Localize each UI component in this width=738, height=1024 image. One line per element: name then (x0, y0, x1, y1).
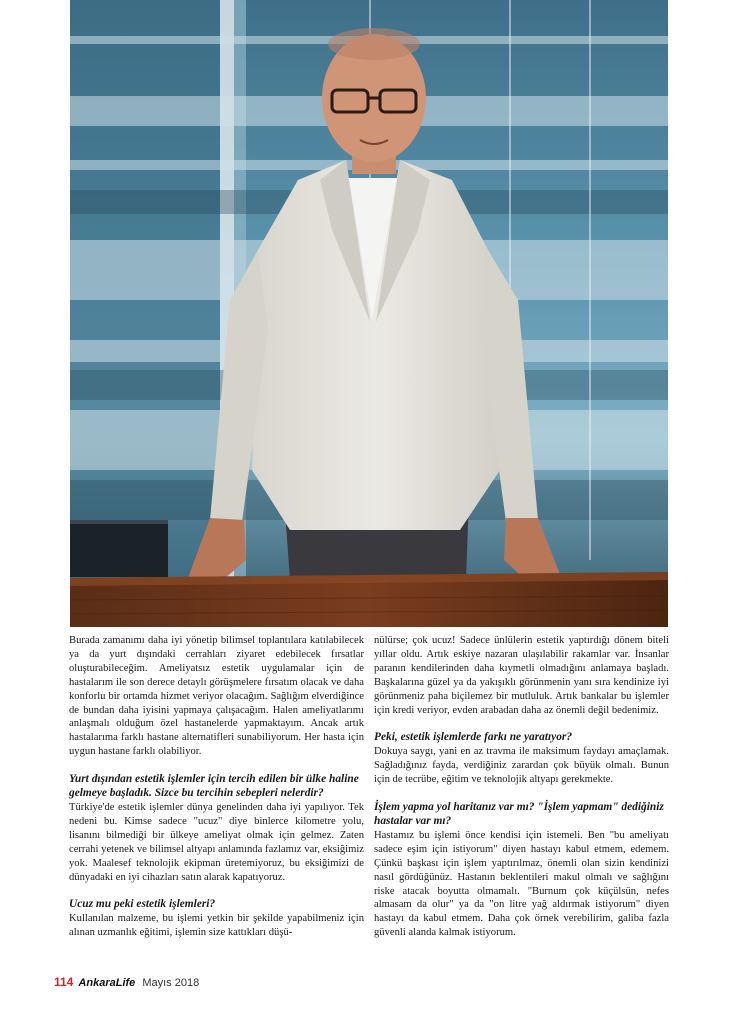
paragraph: Hastamız bu işlemi önce kendisi için istemeli. Ben "bu ameliyatı sadece eşim için istiyorum" diyen hastayı kabul etmem, edemem. Çünkü başkası için işlem yaptırılmaz, önemli olan sizin kendinizi nasıl gördüğünüz. Hastanın beklentileri makul olmalı ve sağlığını riske atacak boyutta olmamalı. "Burnum çok küçülsün, nefes almasam da olur" ya da "on litre yağ aldırmak istiyorum" diyen hastayı da kabul etmem. Daha çok örnek verebilirim, galiba fazla güvenli alanda kalmak istiyorum. (374, 829, 669, 939)
paragraph: Kullanılan malzeme, bu işlemi yetkin bir şekilde yapabilmeniz için alınan uzmanlık eğitimi, işlemin size kattıkları düşü- (69, 913, 364, 939)
article-column-left (69, 634, 364, 940)
question-heading: Yurt dışından estetik işlemler için tercih edilen bir ülke haline gelmeye başladık. Sizce bu tercihin sebepleri nelerdir? (69, 773, 359, 800)
portrait-photo (70, 0, 668, 627)
paragraph: Burada zamanımı daha iyi yönetip bilimsel toplantılara katılabilecek ya da yurt dışındaki cerrahları ziyaret edebilecek fırsatlar oluşturabileceğim. Ameliyatsız estetik uygulamalar için de hastalarım ile son derece detaylı görüşmelere fırsatım olacak ve daha konforlu bir ortamda hizmet veriyor olacağım. Sağlığım elverdiğince de bundan daha iyisini yapmaya çalışacağım. Halen ameliyatlarımı anlaşmalı olduğum özel hastanelerde yapmaktayım. Ancak artık hastalarıma farklı hastane alternatifleri sunabiliyorum. Her hasta için uygun hastane farklı olabiliyor. (69, 635, 364, 758)
issue-date: Mayıs 2018 (142, 977, 200, 989)
page-number: 114 (54, 975, 74, 989)
paragraph: Dokuya saygı, yani en az travma ile maksimum faydayı amaçlamak. Sağladığınız fayda, verdiğiniz zarardan çok büyük olmalı. Bunun için de tecrübe, eğitim ve teknolojik altyapı gerekmekte. (374, 746, 669, 786)
paragraph: Türkiye'de estetik işlemler dünya genelinden daha iyi yapılıyor. Tek nedeni bu. Kimse sadece "ucuz" diye binlerce kilometre yolu, lisanını bilmediği bir ülkeye ameliyat olmak için gelmez. Zaten cerrahi yetenek ve bilimsel altyapı anlamında fazlamız var, eksiğimiz yok. Maalesef teknolojik ekipman üretemiyoruz, bu eksiğimizi de dünyadaki en iyi cihazları satın alarak kapatıyoruz. (69, 801, 364, 883)
article-column-right (374, 634, 669, 940)
question-heading: Peki, estetik işlemlerde farkı ne yaratıyor? (374, 731, 573, 744)
question-heading: Ucuz mu peki estetik işlemleri? (69, 898, 216, 911)
magazine-name: AnkaraLife (78, 977, 136, 989)
paragraph: nülürse; çok ucuz! Sadece ünlülerin estetik yaptırdığı dönem biteli yıllar oldu. Artık eskiye nazaran ulaşılabilir rakamlar var. İnsanlar paranın kendilerinden daha kıymetli olmadığını anlamaya başladı. Başkalarına güzel ya da yakışıklı görünmenin yanı sıra kendinize iyi görünmeniz paha biçilemez bir mutluluk. Artık bankalar bu işlemler için kredi veriyor, evden arabadan daha az önemli değil bedenimiz. (374, 635, 669, 716)
question-heading: İşlem yapma yol haritanız var mı? "İşlem yapmam" dediğiniz hastalar var mı? (374, 801, 664, 827)
page-footer (54, 975, 199, 989)
